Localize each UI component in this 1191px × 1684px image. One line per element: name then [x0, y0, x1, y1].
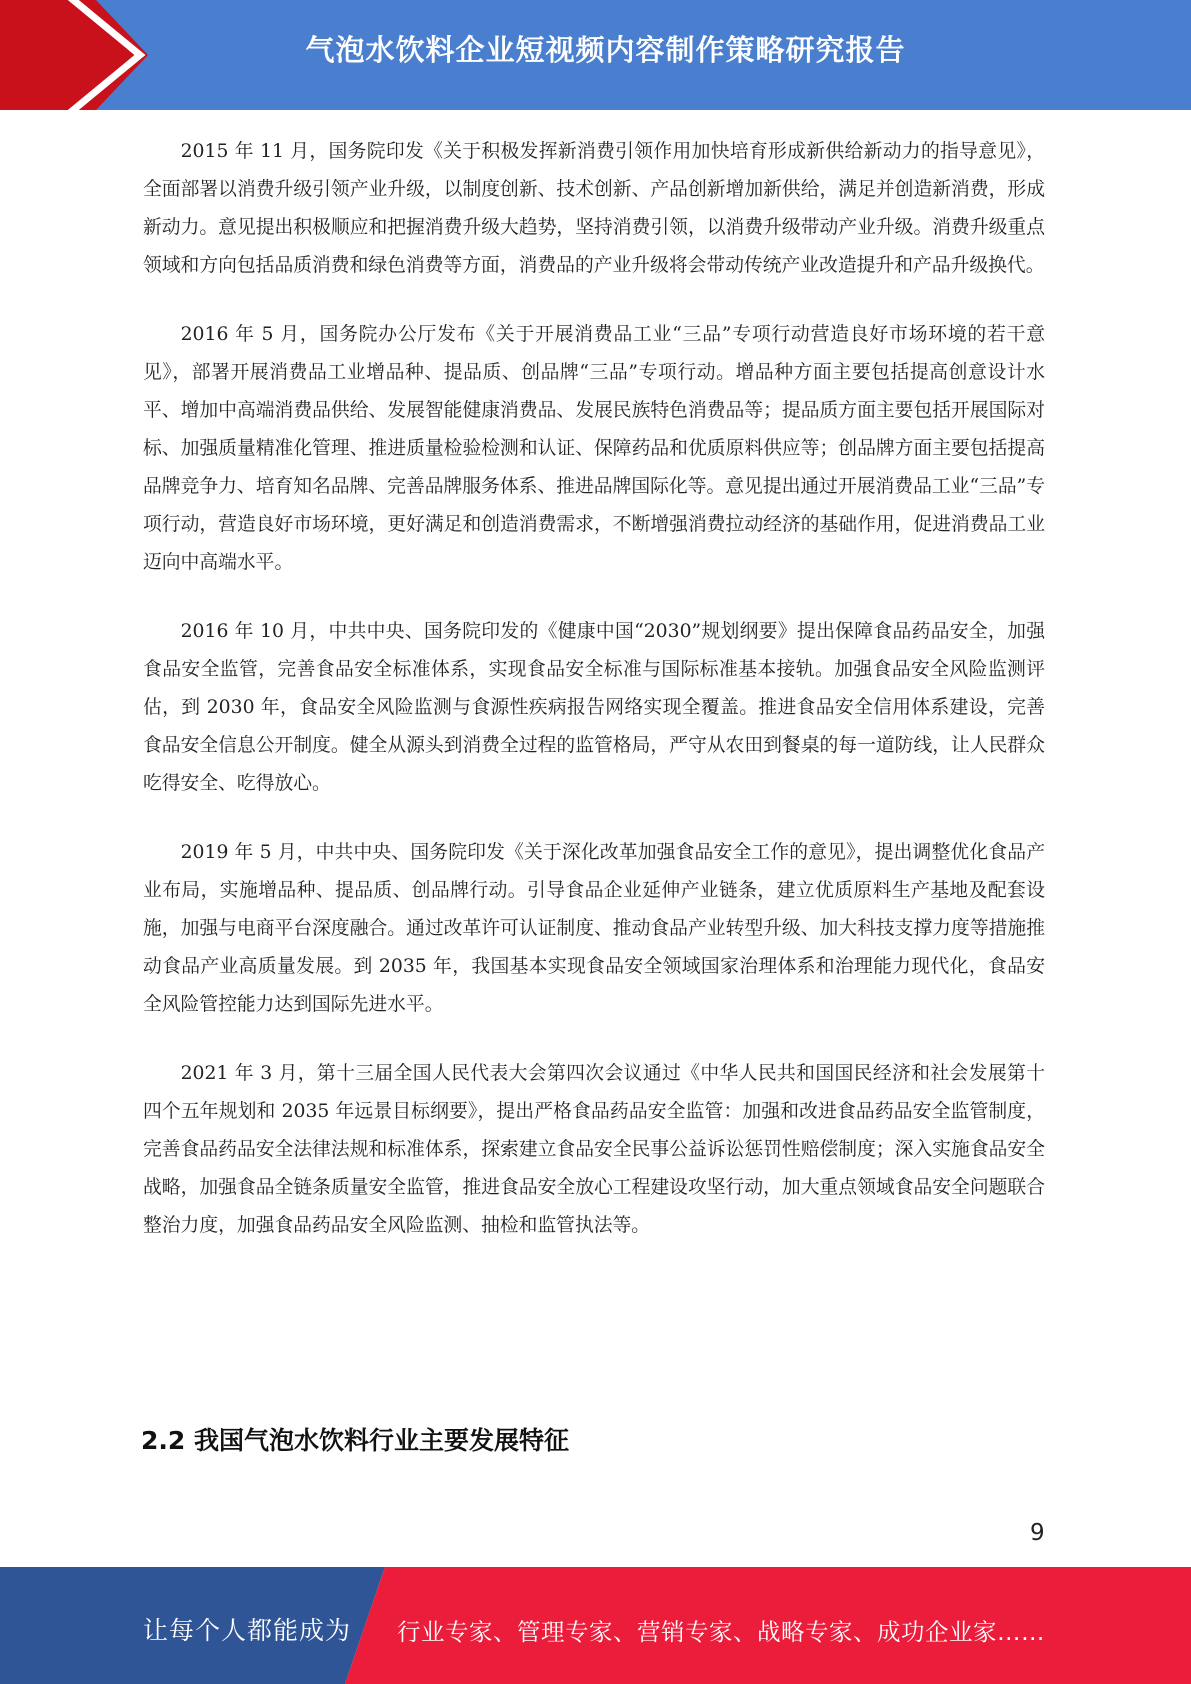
section-heading: 2.2 我国气泡水饮料行业主要发展特征: [141, 1426, 569, 1455]
footer-slogan-left: 让每个人都能成为: [143, 1616, 352, 1645]
paragraph-2015: 2015 年 11 月，国务院印发《关于积极发挥新消费引领作用加快培育形成新供给新动力的指导意见》，全面部署以消费升级引领产业升级，以制度创新、技术创新、产品创新增加新供给，满足并创造新消费，形成新动力。意见提出积极顺应和把握消费升级大趋势，坚持消费引领，以消费升级带动产业升级。消费升级重点领域和方向包括品质消费和绿色消费等方面，消费品的产业升级将会带动传统产业改造提升和产品升级换代。: [143, 141, 1045, 276]
report-title: 气泡水饮料企业短视频内容制作策略研究报告: [305, 33, 906, 67]
page-number: 9: [1030, 1520, 1045, 1546]
paragraph-2019: 2019 年 5 月，中共中央、国务院印发《关于深化改革加强食品安全工作的意见》，提出调整优化食品产业布局，实施增品种、提品质、创品牌行动。引导食品企业延伸产业链条，建立优质原料生产基地及配套设施，加强与电商平台深度融合。通过改革许可认证制度、推动食品产业转型升级、加大科技支撑力度等措施推动食品产业高质量发展。到 2035 年，我国基本实现食品安全领域国家治理体系和治理能力现代化，食品安全风险管控能力达到国际先进水平。: [143, 842, 1045, 1015]
document-body: [143, 133, 1045, 1276]
paragraph-2016-oct: 2016 年 10 月，中共中央、国务院印发的《健康中国“2030”规划纲要》提出保障食品药品安全，加强食品安全监管，完善食品安全标准体系，实现食品安全标准与国际标准基本接轨。加强食品安全风险监测评估，到 2030 年，食品安全风险监测与食源性疾病报告网络实现全覆盖。推进食品安全信用体系建设，完善食品安全信息公开制度。健全从源头到消费全过程的监管格局，严守从农田到餐桌的每一道防线，让人民群众吃得安全、吃得放心。: [143, 621, 1045, 794]
page-header: [0, 0, 1191, 110]
footer-slogan-right: 行业专家、管理专家、营销专家、战略专家、成功企业家……: [397, 1618, 1045, 1646]
page-footer: [0, 1567, 1191, 1684]
paragraph-2016-may: 2016 年 5 月，国务院办公厅发布《关于开展消费品工业“三品”专项行动营造良好市场环境的若干意见》，部署开展消费品工业增品种、提品质、创品牌“三品”专项行动。增品种方面主要包括提高创意设计水平、增加中高端消费品供给、发展智能健康消费品、发展民族特色消费品等；提品质方面主要包括开展国际对标、加强质量精准化管理、推进质量检验检测和认证、保障药品和优质原料供应等；创品牌方面主要包括提高品牌竞争力、培育知名品牌、完善品牌服务体系、推进品牌国际化等。意见提出通过开展消费品工业“三品”专项行动，营造良好市场环境，更好满足和创造消费需求，不断增强消费拉动经济的基础作用，促进消费品工业迈向中高端水平。: [143, 324, 1045, 573]
paragraph-2021: 2021 年 3 月，第十三届全国人民代表大会第四次会议通过《中华人民共和国国民经济和社会发展第十四个五年规划和 2035 年远景目标纲要》，提出严格食品药品安全监管：加强和改进食品药品安全监管制度，完善食品药品安全法律法规和标准体系，探索建立食品安全民事公益诉讼惩罚性赔偿制度；深入实施食品安全战略，加强食品全链条质量安全监管，推进食品安全放心工程建设攻坚行动，加大重点领域食品安全问题联合整治力度，加强食品药品安全风险监测、抽检和监管执法等。: [143, 1063, 1045, 1236]
